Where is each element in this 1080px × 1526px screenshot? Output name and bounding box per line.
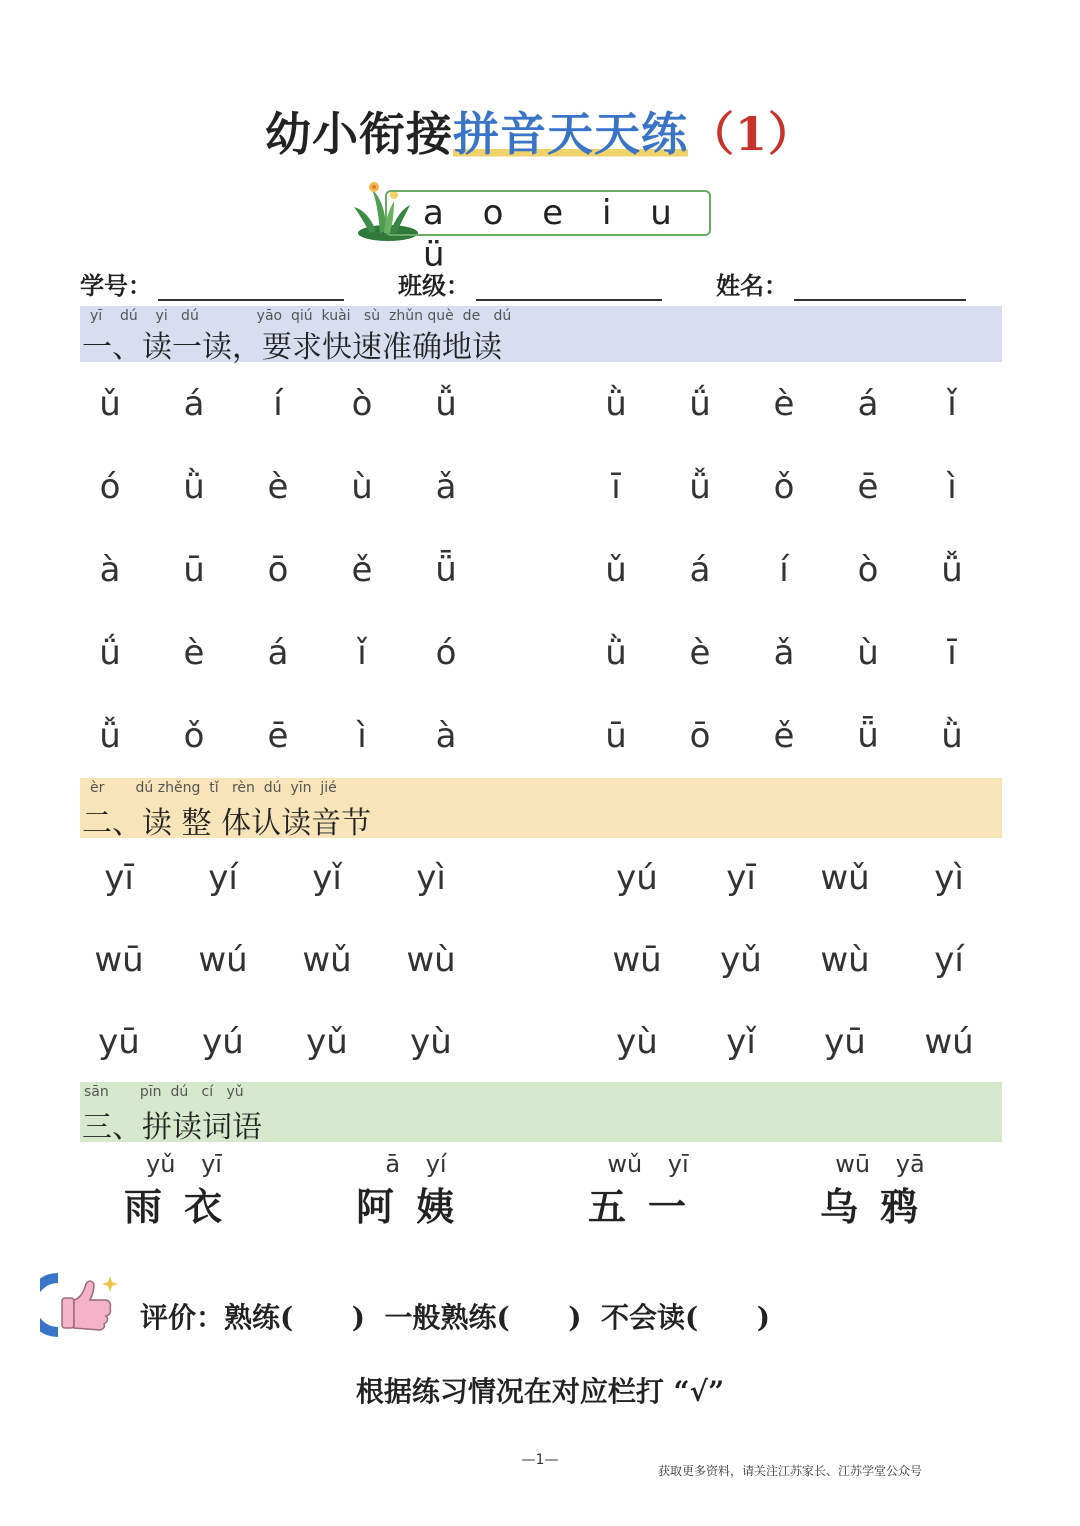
syllable: yǔ xyxy=(720,940,762,980)
tone-letter: ǎ xyxy=(435,467,457,507)
section1-heading: 一、读一读，要求快速准确地读 xyxy=(82,330,502,365)
vowel-box: a o e i u ü xyxy=(385,190,711,236)
student-id-label: 学号： xyxy=(80,271,152,300)
syllable: wú xyxy=(924,1022,974,1062)
tone-letter: ó xyxy=(99,467,121,507)
instruction-text: 根据练习情况在对应栏打 “√” xyxy=(355,1375,725,1408)
title-part2: 拼音天天练 xyxy=(452,107,688,161)
tone-letter: ē xyxy=(267,716,289,756)
word-pinyin: yǔ yī xyxy=(146,1150,222,1178)
tone-letter: è xyxy=(773,384,795,424)
page-number: —1— xyxy=(521,1452,559,1468)
syllable: yī xyxy=(726,858,756,898)
syllable: yù xyxy=(616,1022,658,1062)
tone-letter: ǜ xyxy=(941,716,963,756)
tone-letter: ǎ xyxy=(773,633,795,673)
tone-letter: ǔ xyxy=(605,550,627,590)
word-item xyxy=(104,1150,264,1231)
syllable: wǔ xyxy=(302,940,352,980)
tone-letter: á xyxy=(689,550,711,590)
tone-letter: ǚ xyxy=(99,716,121,756)
syllable: yú xyxy=(202,1022,244,1062)
title-part3: （1） xyxy=(687,107,815,161)
tone-letter: ǖ xyxy=(857,716,879,756)
tone-letter: ū xyxy=(605,716,627,756)
tone-letter: ě xyxy=(773,716,795,756)
syllable: yǐ xyxy=(312,858,342,898)
tone-letter: á xyxy=(267,633,289,673)
word-characters: 五一 xyxy=(587,1184,708,1229)
class-label: 班级： xyxy=(398,271,470,300)
syllable: yí xyxy=(208,858,238,898)
tone-letter: ǒ xyxy=(773,467,795,507)
tone-letter: ī xyxy=(611,467,621,507)
tone-letter: ē xyxy=(857,467,879,507)
syllable: wù xyxy=(820,940,870,980)
tone-letter: ě xyxy=(351,550,373,590)
section3-heading: 三、拼读词语 xyxy=(82,1110,262,1145)
tone-letter: ù xyxy=(351,467,373,507)
word-characters: 阿姨 xyxy=(355,1184,476,1229)
syllable: yù xyxy=(410,1022,452,1062)
word-characters: 雨衣 xyxy=(123,1184,244,1229)
section2-pinyin: èr dú zhěng tǐ rèn dú yīn jié xyxy=(90,780,337,796)
tone-letter: ò xyxy=(351,384,373,424)
name-line[interactable] xyxy=(794,273,966,301)
tone-letter: è xyxy=(689,633,711,673)
syllable: wù xyxy=(406,940,456,980)
syllable: wū xyxy=(94,940,144,980)
page-title xyxy=(0,98,1080,164)
section3-band xyxy=(80,1082,1002,1145)
section1-pinyin: yī dú yi dú yāo qiú kuài sù zhǔn què de dú xyxy=(90,308,512,324)
tone-letter: ǐ xyxy=(947,384,957,424)
tone-letter: ū xyxy=(183,550,205,590)
thumbs-up-icon xyxy=(40,1270,120,1340)
section2-band xyxy=(80,778,1002,841)
syllable: yū xyxy=(824,1022,866,1062)
tone-letter: ǚ xyxy=(435,384,457,424)
footer-note: 获取更多资料，请关注江苏家长、江苏学堂公众号 xyxy=(657,1464,922,1478)
syllable: wū xyxy=(612,940,662,980)
section2-heading: 二、读 整 体认读音节 xyxy=(82,806,372,841)
syllable: yú xyxy=(616,858,658,898)
class-field xyxy=(398,266,662,301)
tone-letter: ǚ xyxy=(689,467,711,507)
tone-letter: à xyxy=(99,550,121,590)
tone-letter: è xyxy=(267,467,289,507)
tone-letter: ǒ xyxy=(183,716,205,756)
tone-letter: ǘ xyxy=(689,384,711,424)
title-part1: 幼小衔接 xyxy=(264,107,453,161)
tone-letter: ò xyxy=(857,550,879,590)
word-item xyxy=(568,1150,728,1231)
student-id-field xyxy=(80,266,344,301)
section1-band xyxy=(80,306,1002,365)
tone-letter: ō xyxy=(267,550,289,590)
tone-letter: ì xyxy=(947,467,957,507)
class-line[interactable] xyxy=(476,273,662,301)
tone-letter: á xyxy=(857,384,879,424)
tone-letter: ǖ xyxy=(435,550,457,590)
syllable: wú xyxy=(198,940,248,980)
tone-letter: ǜ xyxy=(183,467,205,507)
word-item xyxy=(800,1150,960,1231)
syllable: yǐ xyxy=(726,1022,756,1062)
tone-letter: ǐ xyxy=(357,633,367,673)
tone-letter: ǘ xyxy=(99,633,121,673)
syllable: yì xyxy=(416,858,446,898)
word-pinyin: wū yā xyxy=(835,1150,925,1178)
syllable: yì xyxy=(934,858,964,898)
evaluation-line: 评价：熟练( ) 一般熟练( ) 不会读( ) xyxy=(140,1301,770,1334)
syllable: yǔ xyxy=(306,1022,348,1062)
word-item xyxy=(336,1150,496,1231)
word-characters: 乌鸦 xyxy=(819,1184,940,1229)
tone-letter: à xyxy=(435,716,457,756)
student-id-line[interactable] xyxy=(158,273,344,301)
tone-letter: ì xyxy=(357,716,367,756)
word-pinyin: ā yí xyxy=(385,1150,447,1178)
section3-pinyin: sān pīn dú cí yǔ xyxy=(84,1084,244,1100)
syllable: yī xyxy=(104,858,134,898)
tone-letter: í xyxy=(273,384,283,424)
syllable: wǔ xyxy=(820,858,870,898)
tone-letter: ǔ xyxy=(99,384,121,424)
tone-letter: ǜ xyxy=(605,384,627,424)
tone-letter: ō xyxy=(689,716,711,756)
name-field xyxy=(716,266,966,301)
tone-letter: ǚ xyxy=(941,550,963,590)
tone-letter: ù xyxy=(857,633,879,673)
word-pinyin: wǔ yī xyxy=(607,1150,689,1178)
syllable: yí xyxy=(934,940,964,980)
name-label: 姓名： xyxy=(716,271,788,300)
syllable: yū xyxy=(98,1022,140,1062)
tone-letter: á xyxy=(183,384,205,424)
tone-letter: ī xyxy=(947,633,957,673)
tone-letter: ǜ xyxy=(605,633,627,673)
tone-letter: í xyxy=(779,550,789,590)
tone-letter: è xyxy=(183,633,205,673)
tone-letter: ó xyxy=(435,633,457,673)
